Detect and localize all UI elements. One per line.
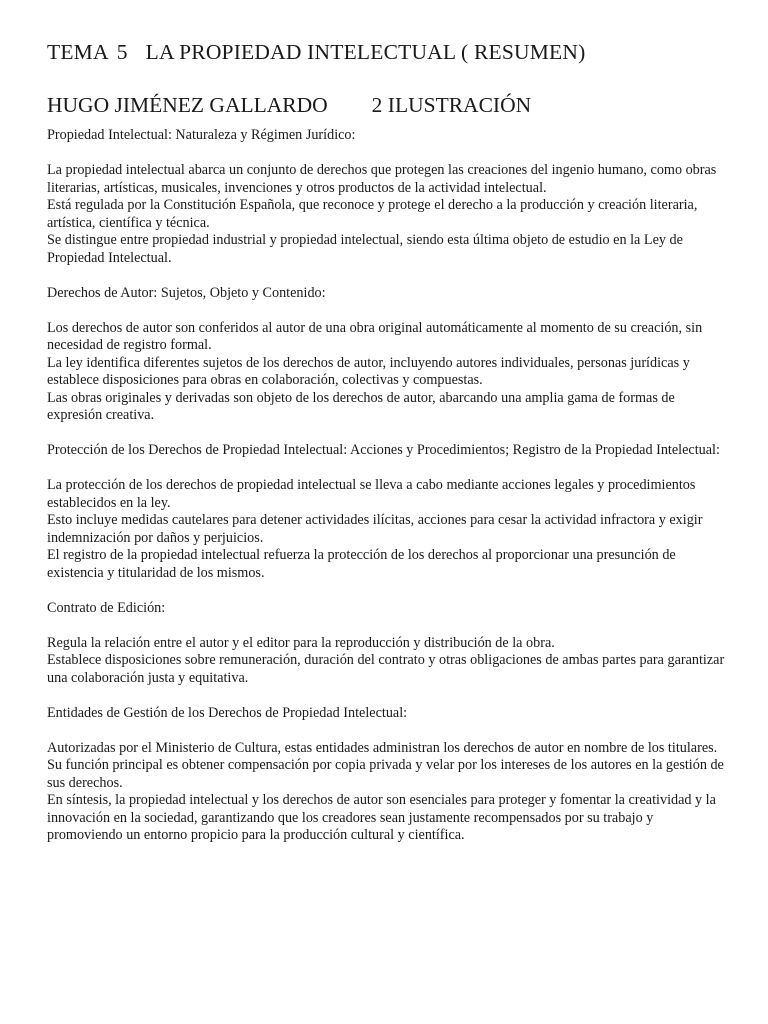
section-paragraph: Está regulada por la Constitución Española, que reconoce y protege el derecho a la producción y creación literaria, artística, científica y técnica. [47, 197, 698, 231]
document-title [47, 38, 727, 66]
section-paragraph: Regula la relación entre el autor y el editor para la reproducción y distribución de la obra. [47, 634, 555, 651]
document-body [47, 127, 727, 845]
course-name: 2 ILUSTRACIÓN [371, 93, 532, 117]
section-paragraph: La protección de los derechos de propiedad intelectual se lleva a cabo mediante acciones legales y procedimientos establecidos en la ley. [47, 477, 696, 511]
section-heading: Protección de los Derechos de Propiedad Intelectual: Acciones y Procedimientos; Registro de la Propiedad Intelectual: [47, 442, 720, 458]
document-page [47, 38, 727, 845]
section-paragraph: Los derechos de autor son conferidos al autor de una obra original automáticamente al momento de su creación, sin necesidad de registro formal. [47, 319, 703, 353]
section-gap [47, 425, 727, 443]
section-heading: Entidades de Gestión de los Derechos de Propiedad Intelectual: [47, 704, 408, 721]
section-heading: Contrato de Edición: [47, 599, 166, 616]
title-number: 5 [116, 40, 128, 64]
heading-gap [47, 617, 727, 635]
author-name: HUGO JIMÉNEZ GALLARDO [47, 93, 328, 117]
section-gap [47, 687, 727, 705]
heading-gap [47, 460, 727, 478]
section-paragraph: Se distingue entre propiedad industrial y propiedad intelectual, siendo esta última objeto de estudio en la Ley de Propiedad Intelectual. [47, 232, 683, 266]
section-paragraph: La propiedad intelectual abarca un conjunto de derechos que protegen las creaciones del ingenio humano, como obras literarias, artísticas, musicales, invenciones y otros productos de la actividad intelectual. [47, 162, 717, 196]
section-paragraph: Las obras originales y derivadas son objeto de los derechos de autor, abarcando una amplia gama de formas de expresión creativa. [47, 389, 675, 423]
title-prefix: TEMA [47, 40, 109, 64]
document-subtitle [47, 91, 727, 119]
heading-gap [47, 302, 727, 320]
section-paragraph: La ley identifica diferentes sujetos de los derechos de autor, incluyendo autores individuales, personas jurídicas y establece disposiciones para obras en colaboración, colectivas y compuestas. [47, 354, 690, 388]
heading-gap [47, 145, 727, 163]
heading-gap [47, 722, 727, 740]
section-paragraph: Autorizadas por el Ministerio de Cultura, estas entidades administran los derechos de autor en nombre de los titulares. [47, 739, 718, 756]
section-paragraph: Su función principal es obtener compensación por copia privada y velar por los intereses de los autores en la gestión de sus derechos. [47, 757, 724, 791]
section-paragraph: Establece disposiciones sobre remuneración, duración del contrato y otras obligaciones de ambas partes para garantizar una colaboración justa y equitativa. [47, 652, 725, 686]
section-paragraph: El registro de la propiedad intelectual refuerza la protección de los derechos al proporcionar una presunción de existencia y titularidad de los mismos. [47, 547, 676, 581]
section-gap [47, 582, 727, 600]
section-paragraph: En síntesis, la propiedad intelectual y los derechos de autor son esenciales para proteger y fomentar la creatividad y la innovación en la sociedad, garantizando que los creadores sean justamente recompensados por su trabajo y promoviendo un entorno propicio para la producción cultural y científica. [47, 792, 716, 843]
section-gap [47, 267, 727, 285]
section-heading: Derechos de Autor: Sujetos, Objeto y Contenido: [47, 284, 326, 301]
section-heading: Propiedad Intelectual: Naturaleza y Régimen Jurídico: [47, 127, 356, 143]
title-text: LA PROPIEDAD INTELECTUAL ( RESUMEN) [145, 40, 586, 64]
section-paragraph: Esto incluye medidas cautelares para detener actividades ilícitas, acciones para cesar la actividad infractora y exigir indemnización por daños y perjuicios. [47, 512, 703, 546]
